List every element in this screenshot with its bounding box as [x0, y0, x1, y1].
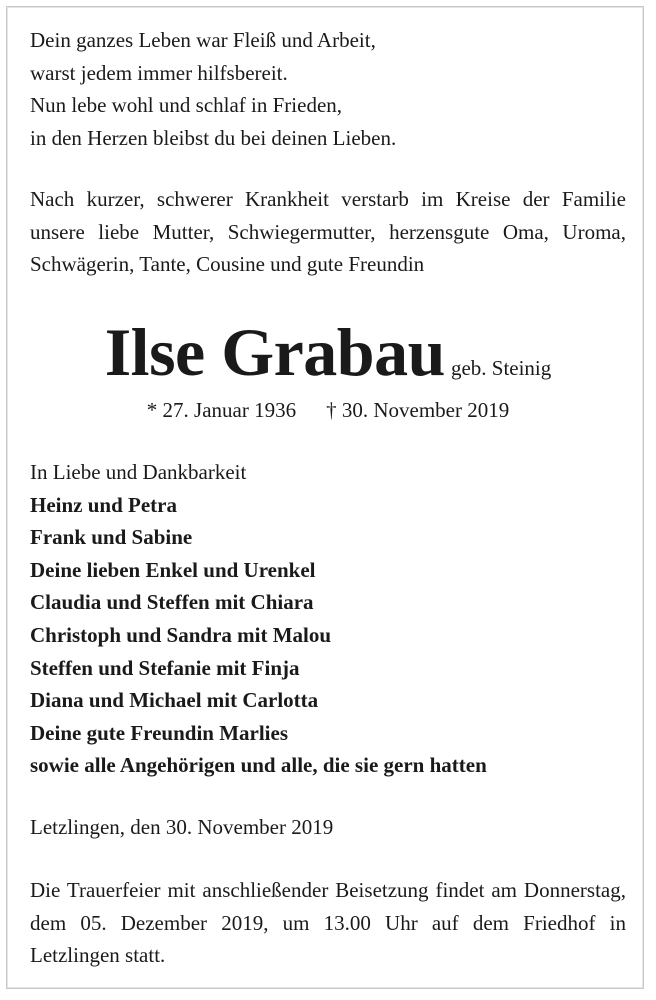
- mourner-name: Deine gute Freundin Marlies: [30, 720, 289, 745]
- deceased-name: Ilse Grabau: [104, 314, 445, 390]
- mourner-name: Heinz und Petra: [30, 492, 177, 517]
- poem-line: warst jedem immer hilfsbereit.: [30, 60, 288, 85]
- birth-date: * 27. Januar 1936: [146, 398, 297, 422]
- poem-line: Dein ganzes Leben war Fleiß und Arbeit,: [30, 28, 376, 52]
- funeral-info: Die Trauerfeier mit anschließender Beisetzung findet am Donnerstag, dem 05. Dezember 2019, um 13.00 Uhr auf dem Friedhof in Letzlingen statt.: [30, 878, 626, 968]
- place-date: Letzlingen, den 30. November 2019: [30, 815, 334, 839]
- mourner-name: Claudia und Steffen mit Chiara: [30, 590, 314, 615]
- funeral-info-block: [30, 874, 626, 972]
- place-date-block: [30, 811, 626, 844]
- poem-line: Nun lebe wohl und schlaf in Frieden,: [30, 93, 343, 118]
- mourner-name: Diana und Michael mit Carlotta: [30, 688, 319, 713]
- poem-line: in den Herzen bleibst du bei deinen Lieben.: [30, 125, 397, 150]
- intro-text: Nach kurzer, schwerer Krankheit verstarb im Kreise der Familie unsere liebe Mutter, Schwiegermutter, herzensgute Oma, Uroma, Schwägerin, Tante, Cousine und gute Freundin: [30, 187, 626, 277]
- mourner-name: Steffen und Stefanie mit Finja: [30, 655, 300, 680]
- mourner-name: Christoph und Sandra mit Malou: [30, 622, 332, 647]
- mourners-heading: In Liebe und Dankbarkeit: [30, 460, 247, 484]
- mourner-name: Deine lieben Enkel und Urenkel: [30, 557, 316, 582]
- mourner-name: sowie alle Angehörigen und alle, die sie gern hatten: [30, 753, 487, 778]
- mourners: [30, 456, 626, 782]
- intro-text-block: [30, 183, 626, 281]
- death-date: † 30. November 2019: [326, 398, 510, 422]
- mourner-name: Frank und Sabine: [30, 525, 193, 550]
- deceased-name-row: [0, 312, 656, 392]
- birth-name: geb. Steinig: [450, 356, 552, 380]
- life-dates: [0, 394, 656, 426]
- poem: [30, 24, 626, 154]
